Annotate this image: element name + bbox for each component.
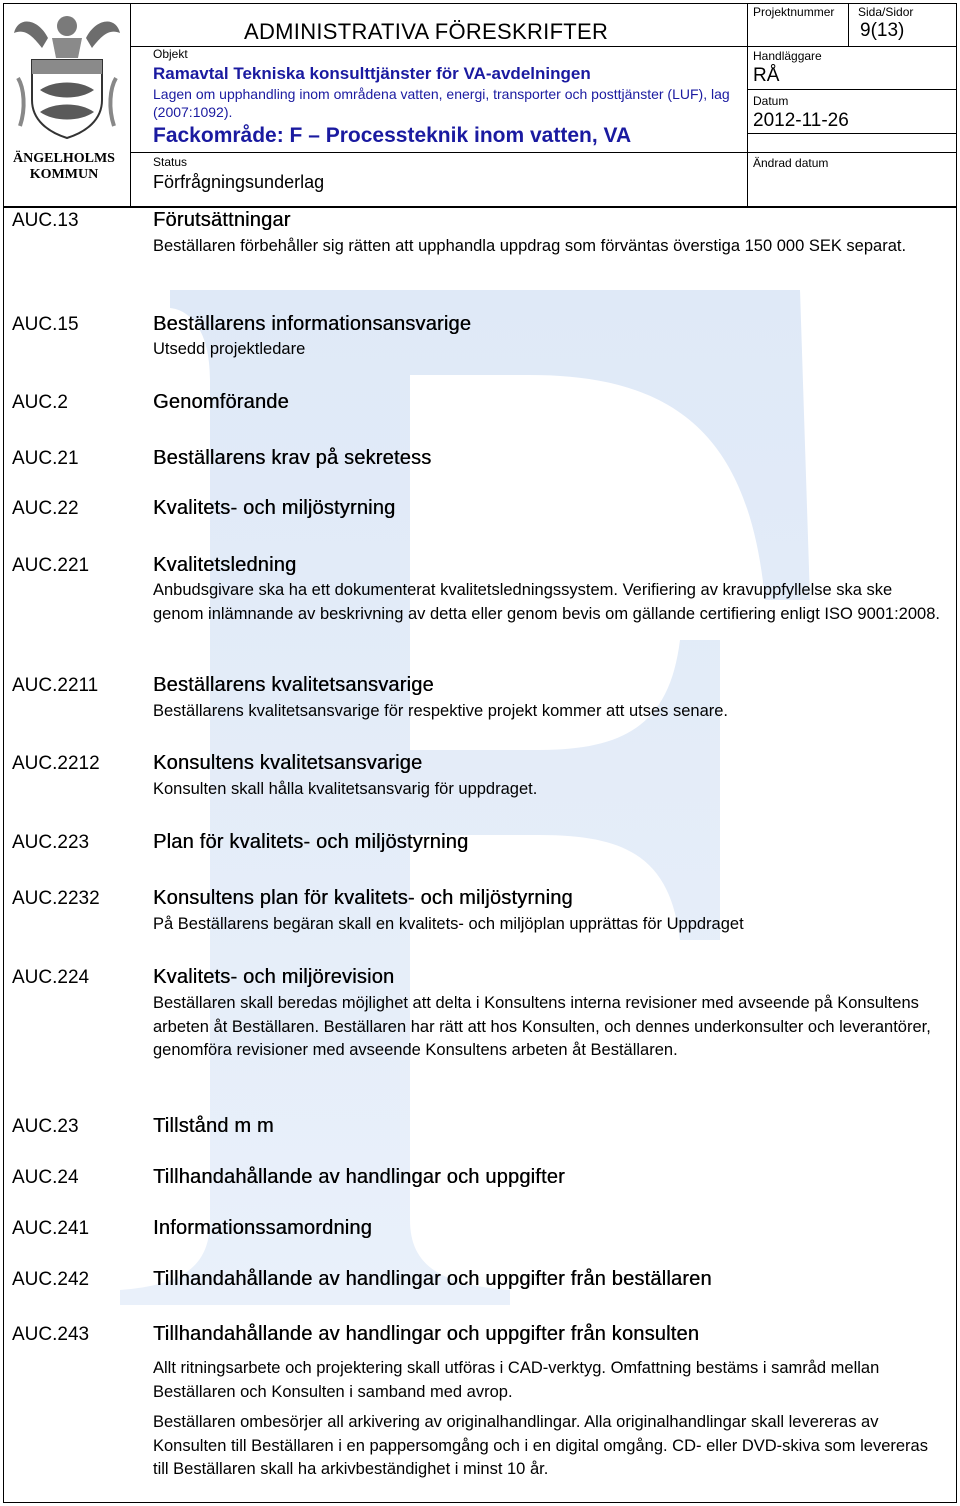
section-heading: Kvalitets- och miljörevision bbox=[153, 966, 395, 988]
handlaggare-label: Handläggare bbox=[753, 49, 822, 63]
objekt-description: Lagen om upphandling inom områdena vatten, energi, transporter och posttjänster (LUF), lag (2007:1092). bbox=[153, 86, 730, 120]
document-type-title: ADMINISTRATIVA FÖRESKRIFTER bbox=[244, 19, 609, 44]
section-heading: Konsultens plan för kvalitets- och miljöstyrning bbox=[153, 887, 573, 909]
section-code: AUC.223 bbox=[12, 832, 90, 853]
section-code: AUC.2211 bbox=[12, 675, 99, 696]
andrad-datum-label: Ändrad datum bbox=[753, 156, 829, 170]
municipality-logo bbox=[8, 8, 126, 180]
objekt-title: Ramavtal Tekniska konsulttjänster för VA-avdelningen bbox=[153, 64, 591, 83]
section-heading: Förutsättningar bbox=[153, 209, 291, 231]
objekt-label: Objekt bbox=[153, 47, 188, 61]
section-code: AUC.2232 bbox=[12, 888, 100, 909]
section-text: Beställaren förbehåller sig rätten att upphandla uppdrag som förväntas överstiga 150 000 SEK separat. bbox=[153, 237, 907, 255]
section-text: Beställaren skall beredas möjlighet att delta i Konsultens interna revisioner med avseende på Konsultens arbeten åt Beställaren. Beställaren har rätt att hos Konsulten, och dennes underkonsulter och leverantörer, genomföra revisioner med avseende Konsultens arbeten åt Beställaren. bbox=[153, 994, 931, 1059]
datum-value: 2012-11-26 bbox=[753, 110, 849, 131]
section-heading: Beställarens informationsansvarige bbox=[153, 313, 472, 335]
section-code: AUC.15 bbox=[12, 314, 79, 335]
section-code: AUC.242 bbox=[12, 1269, 90, 1290]
section-code: AUC.224 bbox=[12, 967, 90, 988]
datum-label: Datum bbox=[753, 94, 789, 108]
status-value: Förfrågningsunderlag bbox=[153, 172, 325, 192]
section-heading: Tillstånd m m bbox=[153, 1115, 274, 1137]
coat-of-arms-icon bbox=[8, 8, 126, 143]
fackomrade-title: Fackområde: F – Processteknik inom vatten, VA bbox=[153, 124, 632, 147]
section-heading: Genomförande bbox=[153, 391, 289, 413]
section-heading: Tillhandahållande av handlingar och uppgifter från beställaren bbox=[153, 1268, 712, 1290]
section-text: Beställaren ombesörjer all arkivering av originalhandlingar. Alla originalhandlingar skall levereras av Konsulten till Beställaren i en pappersomgång och i en digital omgång. CD- eller DVD-skiva som levereras till Beställaren skall ha arkivbeständighet i minst 10 år. bbox=[153, 1413, 928, 1478]
section-code: AUC.241 bbox=[12, 1218, 90, 1239]
section-code: AUC.243 bbox=[12, 1324, 90, 1345]
section-code: AUC.2 bbox=[12, 392, 68, 413]
section-text: På Beställarens begäran skall en kvalitets- och miljöplan upprättas för Uppdraget bbox=[153, 915, 744, 933]
section-heading: Kvalitets- och miljöstyrning bbox=[153, 497, 396, 519]
section-code: AUC.24 bbox=[12, 1167, 79, 1188]
section-code: AUC.2212 bbox=[12, 753, 100, 774]
section-code: AUC.221 bbox=[12, 555, 90, 576]
section-text: Utsedd projektledare bbox=[153, 340, 306, 358]
section-text: Anbudsgivare ska ha ett dokumenterat kvalitetsledningssystem. Verifiering av kravuppfyllelse ska ske genom inlämnande av beskrivning av detta eller genom bevis om gällande certifiering enligt ISO 9001:2008. bbox=[153, 581, 940, 623]
section-heading: Tillhandahållande av handlingar och uppgifter bbox=[153, 1166, 565, 1188]
section-text: Konsulten skall hålla kvalitetsansvarig för uppdraget. bbox=[153, 780, 538, 798]
status-label: Status bbox=[153, 155, 188, 169]
section-heading: Informationssamordning bbox=[153, 1217, 372, 1239]
section-heading: Tillhandahållande av handlingar och uppgifter från konsulten bbox=[153, 1323, 700, 1345]
section-heading: Beställarens kvalitetsansvarige bbox=[153, 674, 434, 696]
section-heading: Beställarens krav på sekretess bbox=[153, 447, 432, 469]
projektnummer-label: Projektnummer bbox=[753, 5, 835, 19]
sida-value: 9(13) bbox=[860, 20, 905, 41]
sida-label: Sida/Sidor bbox=[858, 5, 914, 19]
section-code: AUC.23 bbox=[12, 1116, 79, 1137]
section-code: AUC.13 bbox=[12, 210, 79, 231]
section-text: Allt ritningsarbete och projektering skall utföras i CAD-verktyg. Omfattning bestäms i samråd mellan Beställaren och Konsulten i samband med avrop. bbox=[153, 1359, 880, 1401]
section-heading: Konsultens kvalitetsansvarige bbox=[153, 752, 423, 774]
municipality-name: ÄNGELHOLMS KOMMUN bbox=[13, 151, 115, 182]
section-heading: Kvalitetsledning bbox=[153, 554, 297, 576]
section-code: AUC.22 bbox=[12, 498, 79, 519]
section-text: Beställarens kvalitetsansvarige för respektive projekt kommer att utses senare. bbox=[153, 702, 729, 720]
section-heading: Plan för kvalitets- och miljöstyrning bbox=[153, 831, 469, 853]
handlaggare-value: RÅ bbox=[753, 65, 780, 86]
section-code: AUC.21 bbox=[12, 448, 79, 469]
